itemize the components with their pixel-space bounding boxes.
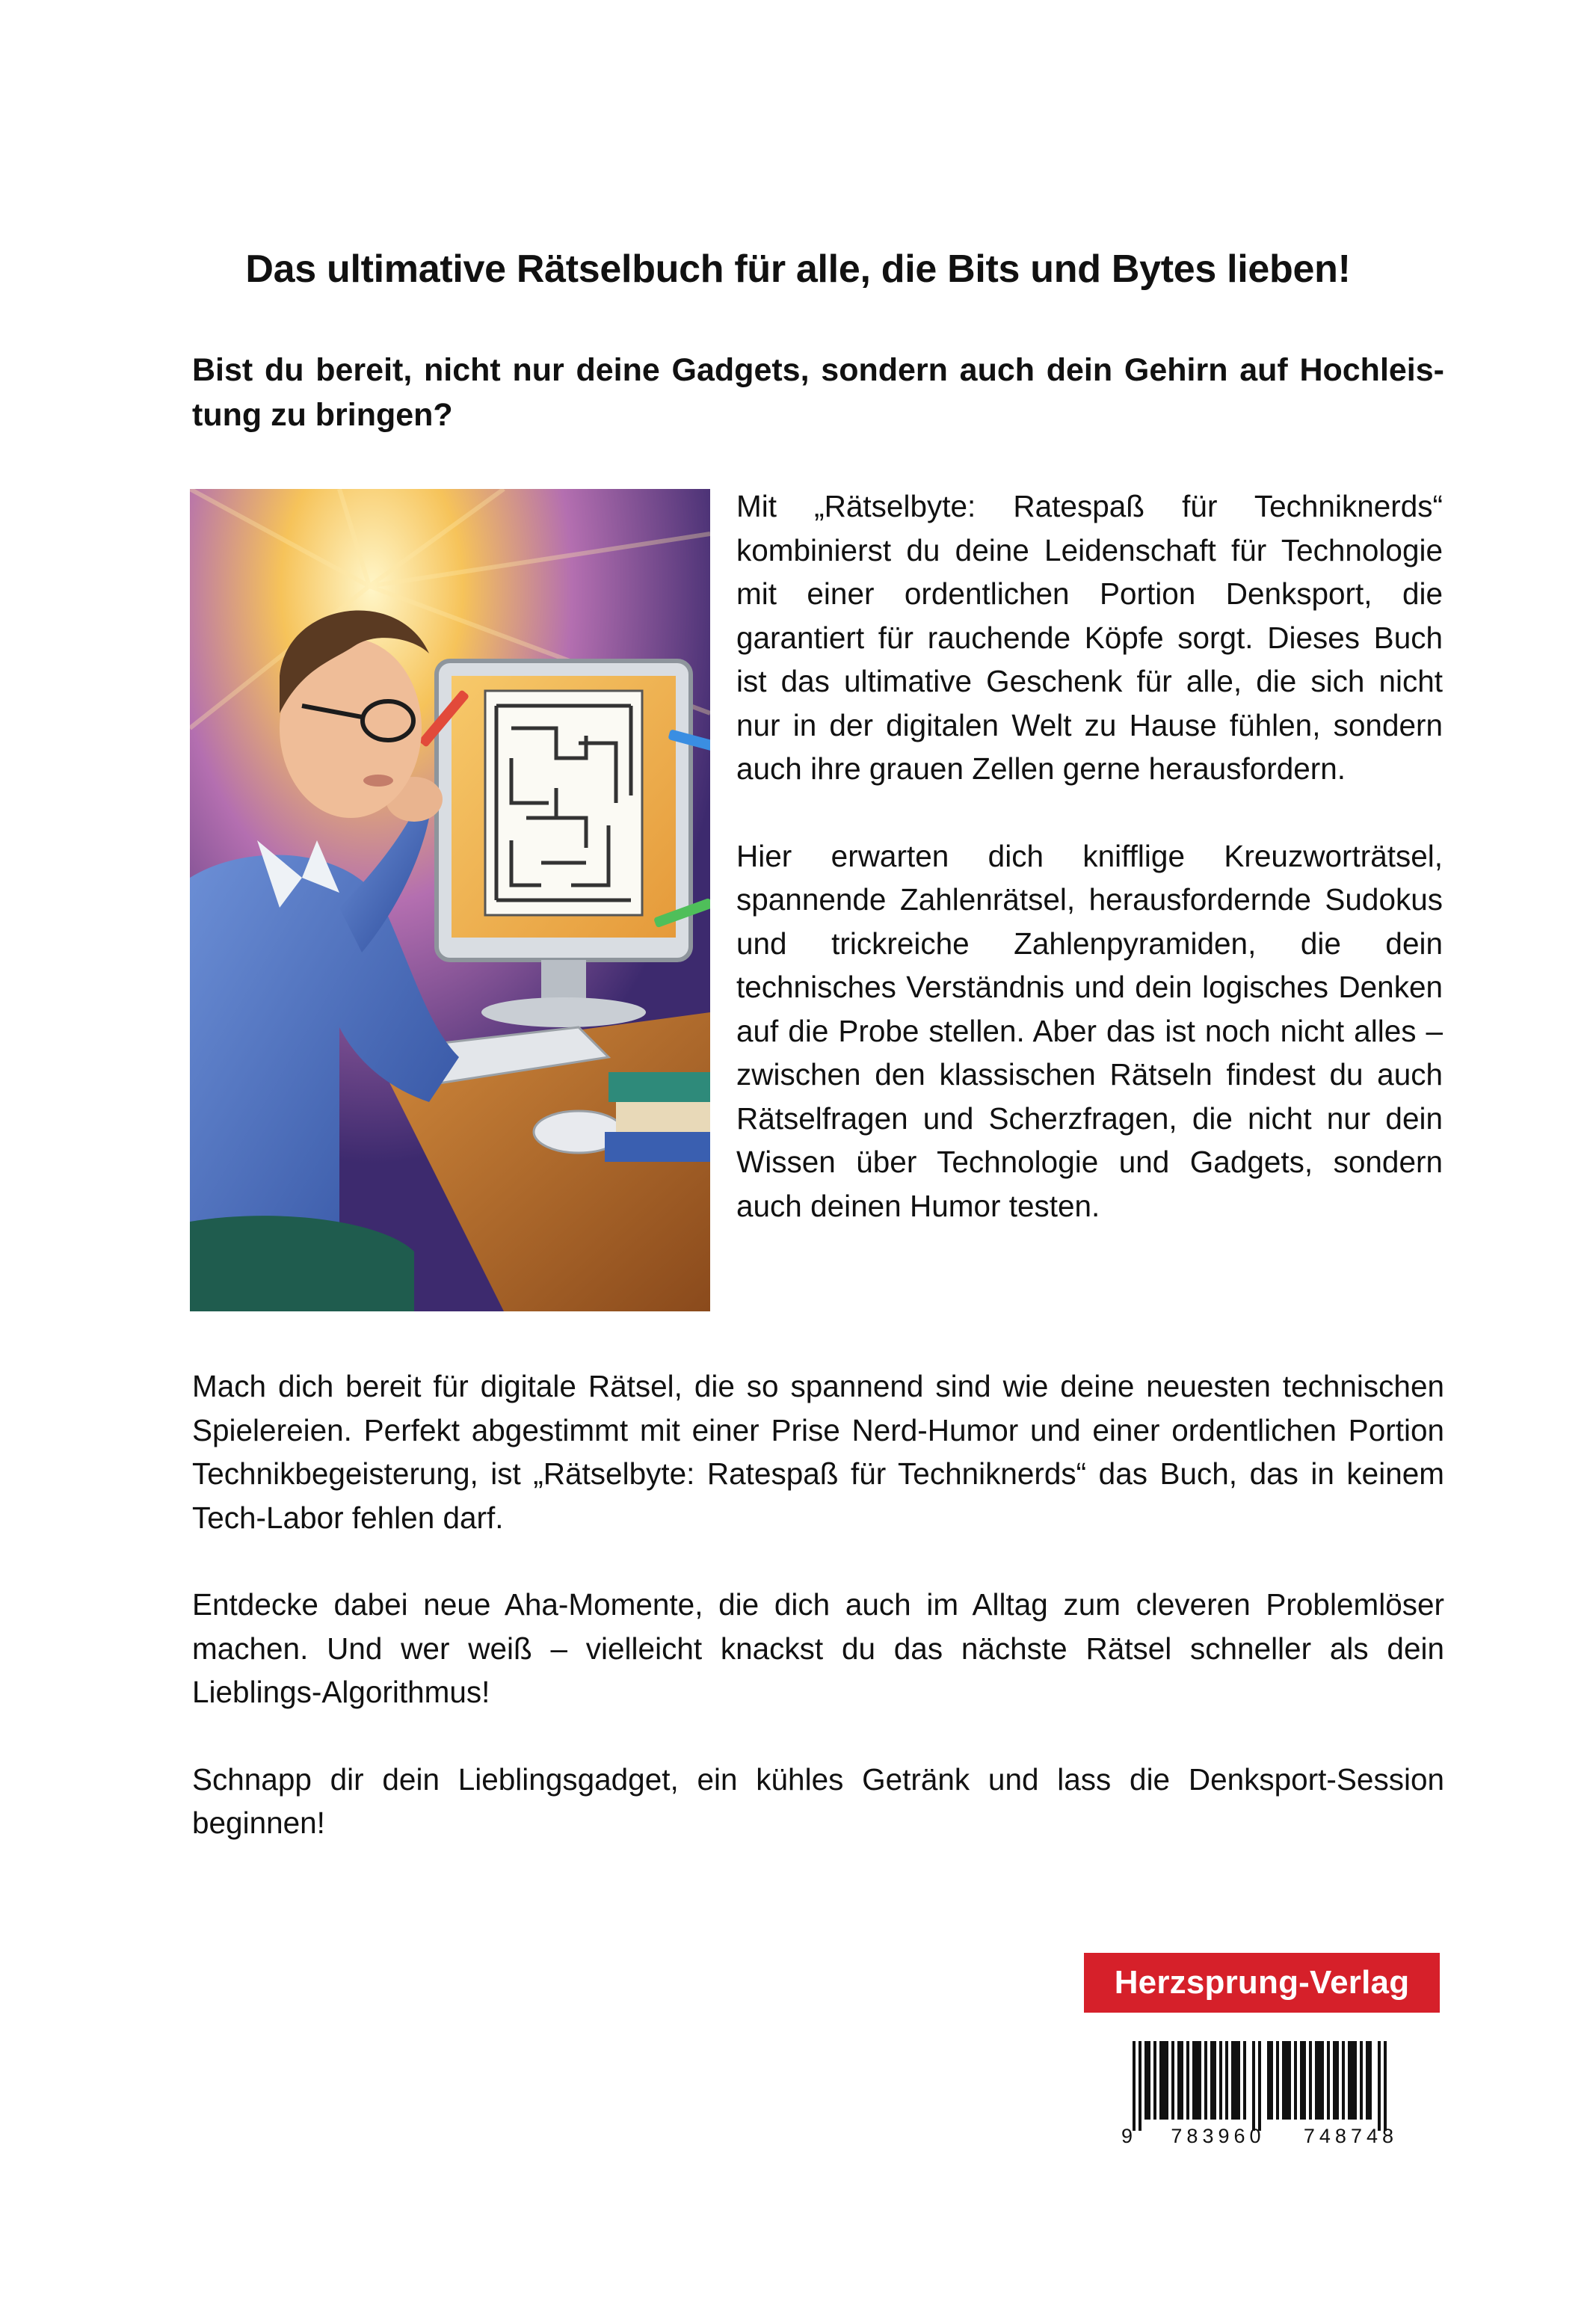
headline: Das ultimative Rätselbuch für alle, die Bits und Bytes lieben! xyxy=(245,247,1351,291)
body-text xyxy=(192,1364,1444,1889)
side-text-column xyxy=(736,484,1443,1271)
barcode-group-left: 783960 xyxy=(1171,2125,1266,2147)
barcode-number xyxy=(1121,2125,1398,2148)
paragraph: Mach dich bereit für digitale Rätsel, die so spannend sind wie deine neuesten technischen Spielereien. Perfekt abgestimmt mit einer Prise Nerd-Humor und einer ordentlichen Portion Technikbegeisterung, ist „Rätselbyte: Ratespaß für Techniknerds“ das Buch, das in keinem Tech-Labor fehlen darf. xyxy=(192,1369,1444,1535)
paragraph: Entdecke dabei neue Aha-Momente, die dich auch im Alltag zum cleveren Problemlöser machen. Und wer weiß – vielleicht knackst du das nächste Rätsel schneller als dein Lieblings-Algorithmus! xyxy=(192,1587,1444,1709)
barcode-group-right: 748748 xyxy=(1303,2125,1398,2147)
cover-illustration xyxy=(190,489,710,1311)
barcode xyxy=(1125,2041,1394,2131)
paragraph: Schnapp dir dein Lieblingsgadget, ein kühles Getränk und lass die Denksport-Session beginnen! xyxy=(192,1761,1444,1840)
paragraph: Mit „Rätselbyte: Ratespaß für Techniknerds“ kombinierst du deine Leidenschaft für Technologie mit einer ordentlichen Portion Denksport, die garantiert für rauchende Köpfe sorgt. Dieses Buch ist das ultimative Geschenk für alle, die sich nicht nur in der digitalen Welt zu Hause fühlen, sondern auch ihre grauen Zellen gerne herausfordern. xyxy=(736,489,1443,786)
intro-question: Bist du bereit, nicht nur deine Gadgets, sondern auch dein Gehirn auf Hochleistung zu bringen? xyxy=(192,352,1444,433)
paragraph: Hier erwarten dich knifflige Kreuzworträtsel, spannende Zahlenrätsel, herausfordernde Sudokus und trickreiche Zahlenpyramiden, die dein technisches Verständnis und dein logisches Denken auf die Probe stellen. Aber das ist noch nicht alles – zwischen den klassischen Rätseln findest du auch Rätselfragen und Scherzfragen, die nicht nur dein Wissen über Technologie und Gadgets, sondern auch deinen Humor testen. xyxy=(736,838,1443,1223)
barcode-digit-first: 9 xyxy=(1121,2125,1133,2147)
publisher-logo: Herzsprung-Verlag xyxy=(1084,1953,1440,2013)
